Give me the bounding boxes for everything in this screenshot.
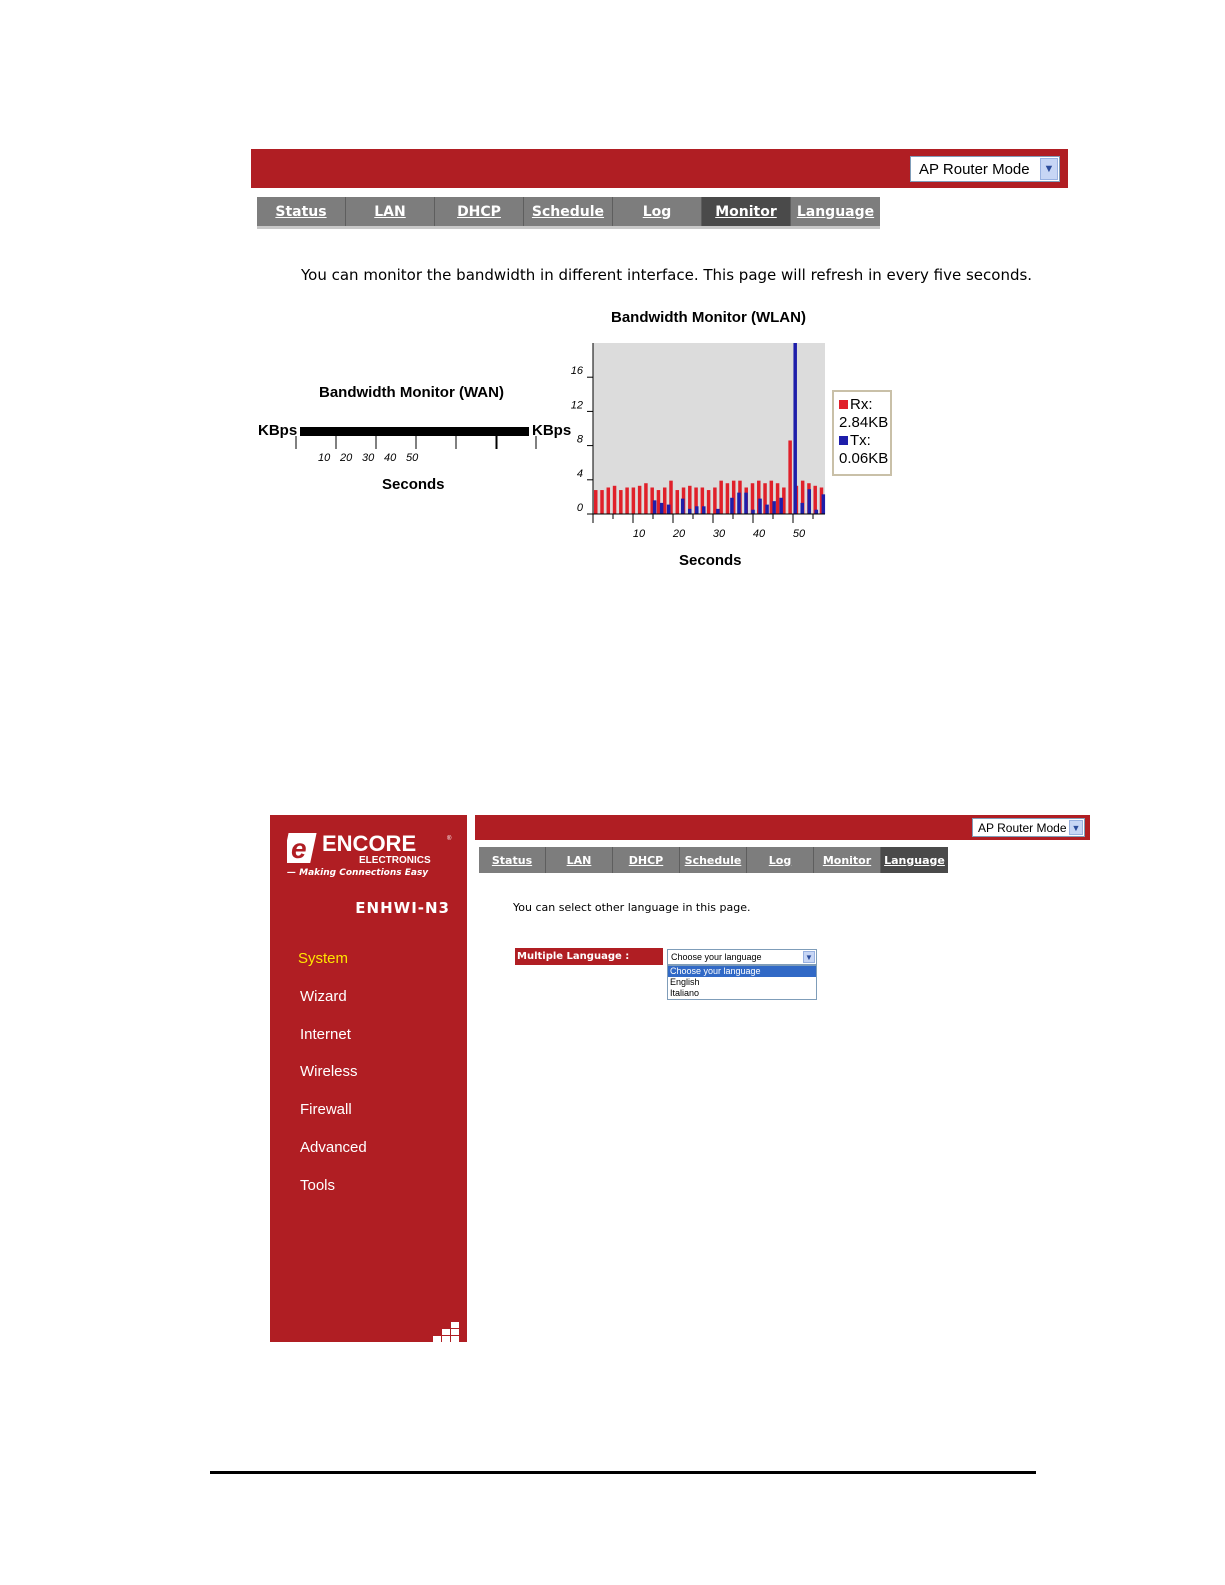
wan-tick-label: 20: [340, 452, 353, 464]
sidebar-item-tools[interactable]: Tools: [300, 1177, 336, 1194]
language-select-value: Choose your language: [671, 952, 762, 962]
legend-rx-label: Rx:: [850, 396, 873, 413]
rx-bar: [663, 487, 667, 514]
footer-rule: [210, 1471, 1036, 1474]
wlan-x-tick-label: 20: [672, 528, 686, 540]
tx-bar: [737, 493, 741, 514]
rx-bar: [644, 483, 648, 514]
rx-bar: [638, 486, 642, 514]
tab-language[interactable]: Language: [881, 847, 948, 873]
rx-bar: [613, 486, 617, 514]
rx-bar: [619, 490, 623, 514]
rx-swatch: [839, 400, 848, 409]
wlan-x-tick-label: 40: [752, 528, 766, 540]
tab-monitor[interactable]: Monitor: [702, 197, 791, 226]
mode-select-value-2: AP Router Mode: [978, 820, 1067, 835]
tx-bar: [744, 493, 748, 514]
tx-bar: [793, 343, 797, 514]
tx-bar: [822, 494, 826, 514]
wan-tick-labels: [318, 452, 419, 464]
logo-subtext: ELECTRONICS: [359, 855, 431, 866]
rx-bar: [788, 440, 792, 514]
wan-tick-label: 50: [406, 452, 419, 464]
language-select[interactable]: [667, 949, 817, 965]
chevron-down-icon[interactable]: ▼: [1069, 820, 1083, 835]
tab-status[interactable]: Status: [257, 197, 346, 226]
page-description: You can monitor the bandwidth in different interface. This page will refresh in every five seconds.: [301, 266, 1033, 284]
tx-bar: [688, 509, 692, 514]
rx-bar: [726, 483, 730, 514]
rx-bar: [594, 490, 598, 514]
rx-bar: [600, 490, 604, 514]
logo-e: e: [291, 833, 307, 864]
legend-tx-label: Tx:: [850, 432, 871, 449]
tab-log[interactable]: Log: [613, 197, 702, 226]
legend-rx: [839, 396, 890, 414]
wlan-x-tick-label: 10: [632, 528, 646, 540]
tab-status[interactable]: Status: [479, 847, 546, 873]
tx-bar: [730, 498, 734, 514]
rx-bar: [632, 487, 636, 514]
tab-bar: [257, 197, 880, 229]
tx-bar: [815, 510, 819, 514]
tab-schedule[interactable]: Schedule: [524, 197, 613, 226]
wan-chart-title: Bandwidth Monitor (WAN): [319, 384, 504, 401]
tx-swatch: [839, 436, 848, 445]
wlan-y-tick-label: 0: [576, 502, 583, 514]
tx-bar: [667, 505, 671, 514]
mode-select-value: AP Router Mode: [919, 160, 1030, 178]
wan-x-label: Seconds: [382, 476, 445, 493]
sidebar-item-system[interactable]: System: [298, 950, 349, 967]
tab-bar-2: [479, 847, 948, 873]
svg-text:®: ®: [447, 836, 452, 842]
wan-y-label-left: KBps: [258, 422, 298, 439]
language-dropdown-list: [667, 965, 817, 1000]
page-description-2: You can select other language in this page.: [513, 901, 751, 914]
wlan-y-tick-label: 12: [570, 399, 583, 412]
wlan-y-tick-label: 16: [570, 365, 583, 378]
tx-bar: [702, 506, 706, 514]
rx-bar: [719, 481, 723, 514]
tx-bar: [695, 506, 699, 514]
chevron-down-icon[interactable]: ▼: [803, 951, 815, 963]
wan-tick-marks: [296, 436, 536, 449]
wlan-x-tick-label: 30: [712, 528, 726, 540]
sidebar-item-wireless[interactable]: Wireless: [300, 1063, 358, 1080]
mode-select-2[interactable]: [972, 818, 1085, 837]
rx-bar: [751, 483, 755, 514]
tx-bar: [660, 503, 664, 514]
tx-bar: [758, 499, 762, 514]
wlan-chart-title: Bandwidth Monitor (WLAN): [611, 309, 806, 326]
legend-rx-value: 2.84KB: [839, 414, 889, 431]
language-option-choose[interactable]: Choose your language: [668, 966, 816, 977]
sidebar-item-wizard[interactable]: Wizard: [300, 988, 347, 1005]
tx-bar: [779, 498, 783, 514]
chevron-down-icon[interactable]: ▼: [1040, 158, 1058, 180]
wan-tick-label: 30: [362, 452, 375, 464]
tab-dhcp[interactable]: DHCP: [435, 197, 524, 226]
tab-log[interactable]: Log: [747, 847, 814, 873]
multiple-language-label: Multiple Language :: [515, 948, 663, 965]
tx-bar: [653, 500, 657, 514]
logo-text: ENCORE: [322, 831, 417, 856]
rx-bar: [713, 487, 717, 514]
sidebar-item-firewall[interactable]: Firewall: [300, 1101, 352, 1118]
tab-monitor[interactable]: Monitor: [814, 847, 881, 873]
wan-tick-label: 10: [318, 452, 331, 464]
legend-tx-value: 0.06KB: [839, 450, 889, 467]
tagline-text: Making Connections Easy: [299, 868, 429, 878]
tx-bar: [800, 503, 804, 514]
wlan-chart: [560, 335, 830, 545]
tx-bar: [751, 510, 755, 514]
mode-select[interactable]: [910, 156, 1060, 182]
language-option-italiano[interactable]: Italiano: [670, 988, 700, 998]
rx-bar: [676, 490, 680, 514]
rx-bar: [776, 483, 780, 514]
wlan-x-tick-label: 50: [792, 528, 806, 540]
wlan-y-tick-label: 4: [576, 467, 583, 480]
rx-bar: [707, 490, 711, 514]
wan-axis-bar: [300, 427, 529, 436]
rx-bar: [625, 487, 629, 514]
language-option-english[interactable]: English: [670, 977, 700, 987]
tx-bar: [765, 505, 769, 514]
tab-lan[interactable]: LAN: [346, 197, 435, 226]
rx-bar: [607, 487, 611, 514]
sidebar-item-advanced[interactable]: Advanced: [300, 1139, 367, 1156]
tx-bar: [772, 501, 776, 514]
rx-bar: [657, 490, 661, 514]
tx-bar: [808, 489, 812, 514]
tx-bar: [716, 509, 720, 514]
wan-y-label-right: KBps: [532, 422, 572, 439]
sidebar-item-internet[interactable]: Internet: [300, 1026, 351, 1043]
wlan-legend: [832, 390, 892, 476]
wan-tick-label: 40: [384, 452, 397, 464]
tx-bar: [681, 499, 685, 514]
wlan-y-tick-label: 8: [576, 433, 583, 446]
tab-language[interactable]: Language: [796, 203, 875, 220]
wlan-x-label: Seconds: [679, 552, 742, 569]
model-name: ENHWI-N3: [355, 899, 450, 917]
tab-dhcp[interactable]: DHCP: [613, 847, 680, 873]
grid-icon: [432, 1322, 460, 1342]
legend-tx: [839, 432, 890, 450]
encore-logo: [287, 831, 454, 871]
tab-lan[interactable]: LAN: [546, 847, 613, 873]
tab-schedule[interactable]: Schedule: [680, 847, 747, 873]
tagline: — Making Connections Easy: [287, 868, 429, 878]
